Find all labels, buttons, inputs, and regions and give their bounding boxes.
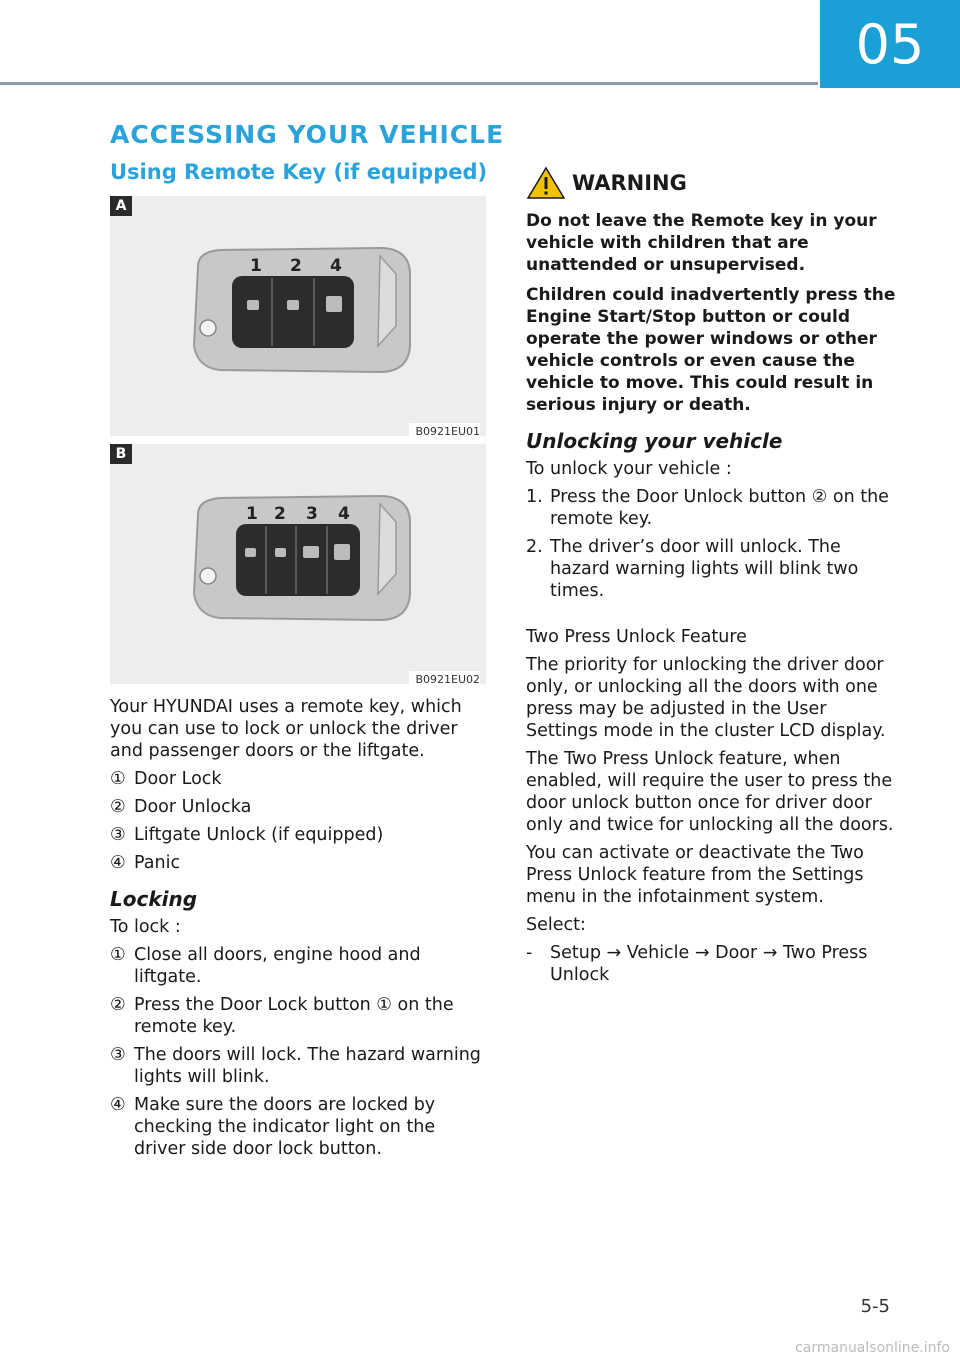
remote-key-3-button-illustration	[110, 196, 486, 436]
item-text: Close all doors, engine hood and liftgate.	[134, 945, 421, 987]
list-item	[526, 942, 898, 986]
list-item	[110, 852, 486, 874]
figure-code: B0921EU02	[409, 671, 480, 686]
warning-triangle-icon	[526, 166, 566, 200]
subsection-title: Using Remote Key (if equipped)	[110, 160, 488, 184]
item-text: Setup → Vehicle → Door → Two Press Unlock	[550, 943, 868, 985]
button-number-label: 1	[250, 256, 262, 276]
warning-paragraph: Children could inadvertently press the Engine Start/Stop button or could operate the power windows or other vehicle controls or even cause the vehicle to move. This could result in serious injury or death.	[526, 285, 896, 415]
item-number: ④	[110, 1095, 126, 1115]
item-text: Door Lock	[134, 769, 222, 789]
figure-badge: B	[110, 444, 132, 464]
item-text: Liftgate Unlock (if equipped)	[134, 825, 384, 845]
item-number: -	[526, 943, 533, 963]
list-item	[110, 1044, 486, 1088]
two-press-paragraph: You can activate or deactivate the Two Press Unlock feature from the Settings menu in the infotainment system.	[526, 843, 864, 907]
right-column	[526, 166, 898, 992]
intro-paragraph: Your HYUNDAI uses a remote key, which you can use to lock or unlock the driver and passenger doors or the liftgate.	[110, 697, 462, 761]
item-text: Press the Door Lock button ① on the remote key.	[134, 995, 454, 1037]
list-item	[110, 944, 486, 988]
item-number: ②	[110, 995, 126, 1015]
list-item	[110, 994, 486, 1038]
two-press-paragraph: The Two Press Unlock feature, when enabled, will require the user to press the door unlock button once for driver door only and twice for unlocking all the doors.	[526, 749, 894, 835]
unlock-heading: Unlocking your vehicle	[526, 429, 783, 453]
item-text: Panic	[134, 853, 181, 873]
chapter-number: 05	[855, 12, 925, 76]
page-number: 5-5	[860, 1296, 890, 1317]
button-number-label: 4	[330, 256, 342, 276]
button-number-label: 1	[246, 504, 258, 524]
item-number: ②	[110, 797, 126, 817]
select-label: Select:	[526, 915, 586, 935]
item-text: Press the Door Unlock button ② on the remote key.	[550, 487, 889, 529]
list-item	[110, 796, 486, 818]
item-number: ①	[110, 769, 126, 789]
watermark: carmanualsonline.info	[795, 1340, 950, 1356]
item-number: ④	[110, 853, 126, 873]
figure-b	[110, 444, 486, 684]
section-title: ACCESSING YOUR VEHICLE	[110, 120, 505, 149]
two-press-paragraph: The priority for unlocking the driver door only, or unlocking all the doors with one press may be adjusted in the User Settings mode in the cluster LCD display.	[526, 655, 886, 741]
list-item	[110, 824, 486, 846]
left-column	[110, 696, 486, 1166]
warning-body	[526, 210, 898, 416]
item-text: The doors will lock. The hazard warning lights will blink.	[134, 1045, 481, 1087]
list-item	[526, 486, 898, 530]
button-number-label: 3	[306, 504, 318, 524]
button-number-label: 4	[338, 504, 350, 524]
warning-header	[526, 166, 898, 200]
item-number: 2.	[526, 537, 543, 557]
item-number: ③	[110, 1045, 126, 1065]
item-text: Make sure the doors are locked by checking the indicator light on the driver side door lock button.	[134, 1095, 436, 1159]
warning-paragraph: Do not leave the Remote key in your vehicle with children that are unattended or unsupervised.	[526, 211, 877, 275]
figure-badge: A	[110, 196, 132, 216]
locking-intro: To lock :	[110, 917, 181, 937]
unlock-intro: To unlock your vehicle :	[526, 459, 732, 479]
button-number-label: 2	[290, 256, 302, 276]
button-number-label: 2	[274, 504, 286, 524]
figure-a	[110, 196, 486, 436]
item-number: 1.	[526, 487, 543, 507]
item-text: The driver’s door will unlock. The hazard warning lights will blink two times.	[550, 537, 859, 601]
item-number: ③	[110, 825, 126, 845]
figure-code: B0921EU01	[409, 423, 480, 438]
remote-key-4-button-illustration	[110, 444, 486, 684]
header-rule	[0, 82, 818, 85]
warning-title: WARNING	[572, 171, 687, 195]
list-item	[110, 1094, 486, 1160]
item-number: ①	[110, 945, 126, 965]
locking-heading: Locking	[110, 887, 198, 911]
chapter-tab	[820, 0, 960, 88]
list-item	[110, 768, 486, 790]
list-item	[526, 536, 898, 602]
item-text: Door Unlocka	[134, 797, 252, 817]
two-press-title: Two Press Unlock Feature	[526, 627, 747, 647]
